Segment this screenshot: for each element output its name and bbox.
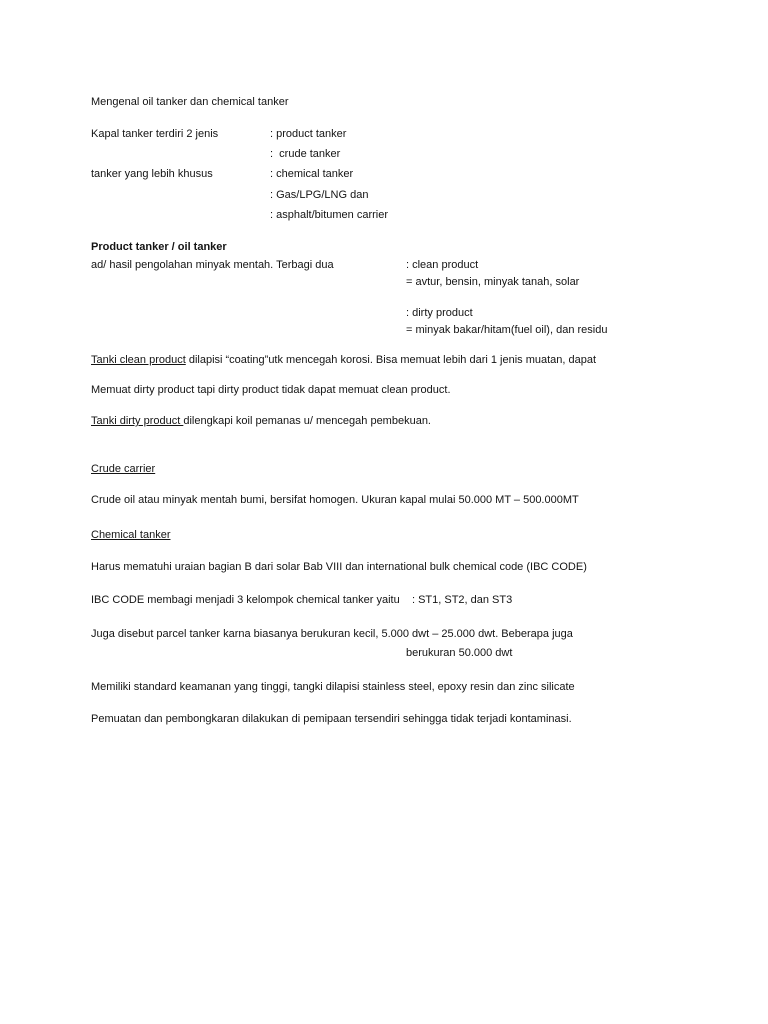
crude-heading: Crude carrier: [91, 463, 156, 475]
jenis-label: Kapal tanker terdiri 2 jenis: [91, 128, 219, 140]
dirty-product-examples: = minyak bakar/hitam(fuel oil), dan residu: [406, 324, 608, 336]
clean-product-examples: = avtur, bensin, minyak tanah, solar: [406, 276, 580, 288]
chemical-paragraph: IBC CODE membagi menjadi 3 kelompok chemical tanker yaitu : ST1, ST2, dan ST3: [91, 594, 513, 606]
clean-product-label: : clean product: [406, 259, 479, 271]
document-title: Mengenal oil tanker dan chemical tanker: [91, 96, 289, 108]
chemical-paragraph: Pemuatan dan pembongkaran dilakukan di pemipaan tersendiri sehingga tidak terjadi kontaminasi.: [91, 713, 572, 725]
clean-tank-paragraph: [91, 353, 596, 367]
clean-tank-paragraph-cont: Memuat dirty product tapi dirty product tidak dapat memuat clean product.: [91, 384, 451, 396]
chemical-heading: Chemical tanker: [91, 529, 171, 541]
jenis-item: : crude tanker: [270, 148, 341, 160]
clean-tank-text: dilapisi “coating”utk mencegah korosi. Bisa memuat lebih dari 1 jenis muatan, dapat: [185, 354, 597, 366]
khusus-item: : asphalt/bitumen carrier: [270, 209, 388, 221]
khusus-item: : Gas/LPG/LNG dan: [270, 189, 369, 201]
dirty-tank-paragraph: [91, 414, 431, 428]
chemical-paragraph-cont: berukuran 50.000 dwt: [406, 647, 513, 659]
jenis-item: : product tanker: [270, 128, 347, 140]
dirty-tank-text: dilengkapi koil pemanas u/ mencegah pembekuan.: [183, 415, 431, 427]
crude-paragraph: Crude oil atau minyak mentah bumi, bersifat homogen. Ukuran kapal mulai 50.000 MT – 500.000MT: [91, 494, 579, 506]
clean-tank-term: Tanki clean product: [91, 354, 186, 366]
chemical-paragraph: Juga disebut parcel tanker karna biasanya berukuran kecil, 5.000 dwt – 25.000 dwt. Beberapa juga: [91, 628, 573, 640]
chemical-paragraph: Memiliki standard keamanan yang tinggi, tangki dilapisi stainless steel, epoxy resin dan zinc silicate: [91, 681, 575, 693]
khusus-label: tanker yang lebih khusus: [91, 168, 213, 180]
product-heading: Product tanker / oil tanker: [91, 241, 227, 253]
khusus-item: : chemical tanker: [270, 168, 354, 180]
product-description: ad/ hasil pengolahan minyak mentah. Terbagi dua: [91, 259, 334, 271]
chemical-paragraph: Harus mematuhi uraian bagian B dari solar Bab VIII dan international bulk chemical code (IBC CODE): [91, 561, 587, 573]
dirty-product-label: : dirty product: [406, 307, 473, 319]
dirty-tank-term: Tanki dirty product: [91, 415, 184, 427]
